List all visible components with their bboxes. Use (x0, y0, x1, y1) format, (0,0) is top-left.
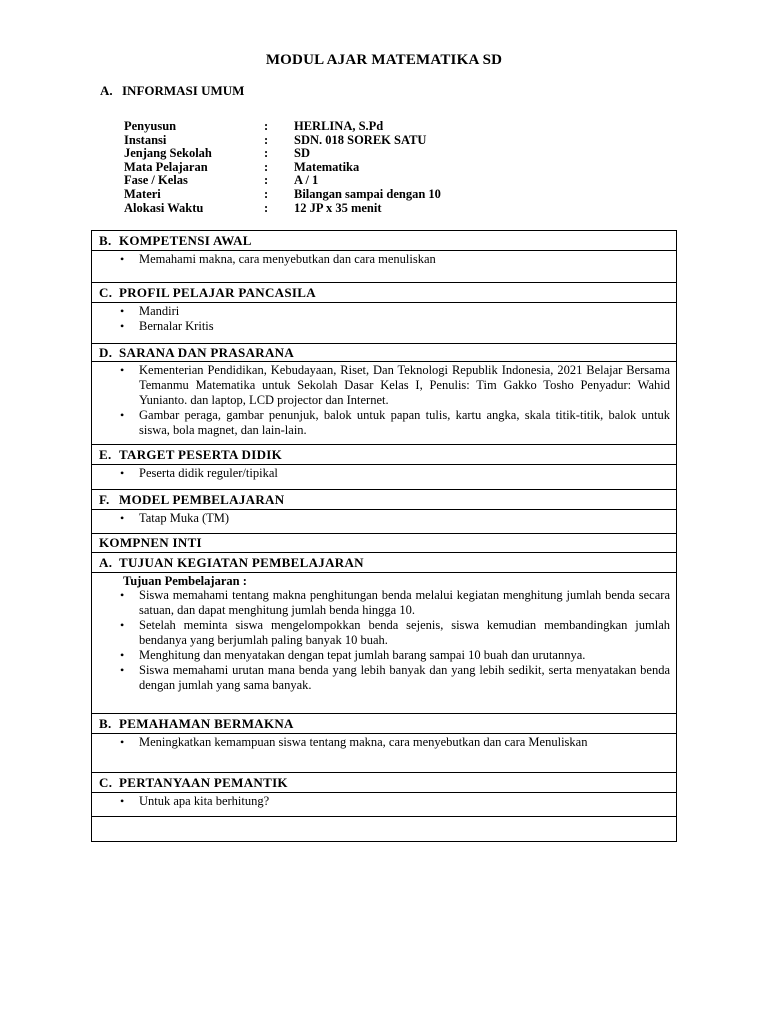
target-heading-row (92, 445, 676, 465)
list-item: • Memahami makna, cara menyebutkan dan cara menuliskan (120, 252, 670, 267)
list-item: • Mandiri (120, 304, 670, 319)
bullet-list (120, 511, 670, 526)
info-colon: : (264, 200, 269, 215)
section-heading-text: TUJUAN KEGIATAN PEMBELAJARAN (119, 554, 364, 570)
kompetensi-body-row (92, 251, 676, 283)
sarana-body-row (92, 362, 676, 445)
list-item: • Setelah meminta siswa mengelompokkan benda sejenis, siswa kemudian membandingkan jumlah bendanya yang berjumlah paling banyak 10 buah. (120, 618, 670, 648)
kompnen-inti-row (92, 534, 676, 553)
list-item: • Meningkatkan kemampuan siswa tentang makna, cara menyebutkan dan cara Menuliskan (120, 735, 670, 750)
profil-heading-row (92, 283, 676, 303)
info-row-alokasi (124, 202, 441, 216)
list-item: • Bernalar Kritis (120, 319, 670, 334)
kompetensi-heading-row (92, 231, 676, 251)
list-item: • Kementerian Pendidikan, Kebudayaan, Riset, Dan Teknologi Republik Indonesia, 2021 Belajar Bersama Temanmu Matematika untuk Sekolah Dasar Kelas I, Penulis: Tim Gakko Tosho Penyadur: Wahid Yunianto. dan laptop, LCD projector dan Internet. (120, 363, 670, 408)
section-heading-text: KOMPETENSI AWAL (119, 232, 252, 248)
section-letter: A. (100, 83, 113, 98)
info-colon: : (264, 186, 269, 201)
bullet-list (120, 794, 670, 809)
section-heading-text: TARGET PESERTA DIDIK (119, 446, 283, 462)
section-letter: B. (99, 232, 112, 248)
list-item: • Menghitung dan menyatakan dengan tepat jumlah barang sampai 10 buah dan urutannya. (120, 648, 670, 663)
info-label: Alokasi Waktu (124, 200, 204, 215)
profil-body-row (92, 303, 676, 344)
info-row-instansi (124, 134, 441, 148)
section-letter: A. (99, 554, 113, 570)
model-body-row (92, 510, 676, 534)
section-heading-text: SARANA DAN PRASARANA (119, 344, 295, 360)
section-letter: C. (99, 774, 113, 790)
document-title: MODUL AJAR MATEMATIKA SD (265, 52, 503, 68)
info-row-materi (124, 188, 441, 202)
bullet-list (120, 304, 670, 334)
bullet-list (120, 588, 670, 693)
section-heading-text: MODEL PEMBELAJARAN (119, 491, 285, 507)
bullet-list (120, 363, 670, 438)
info-label: Jenjang Sekolah (124, 146, 212, 161)
empty-row (92, 817, 676, 842)
section-letter: F. (99, 491, 110, 507)
list-item: • Siswa memahami urutan mana benda yang lebih banyak dan yang lebih sedikit, serta menyatakan benda dengan jumlah yang sama banyak. (120, 663, 670, 693)
info-value: SD (294, 146, 310, 161)
info-label: Penyusun (124, 119, 177, 133)
bullet-list (120, 735, 670, 750)
bullet-list (120, 252, 670, 267)
info-value: Matematika (294, 159, 360, 174)
info-value: Bilangan sampai dengan 10 (294, 186, 441, 201)
info-value: 12 JP x 35 menit (294, 200, 382, 215)
info-row-fase (124, 174, 441, 188)
target-body-row (92, 465, 676, 490)
list-item: • Gambar peraga, gambar penunjuk, balok untuk papan tulis, kartu angka, skala titik-titik, balok untuk siswa, bola magnet, dan lain-lain. (120, 408, 670, 438)
info-value: HERLINA, S.Pd (294, 119, 384, 133)
info-colon: : (264, 132, 269, 147)
section-letter: C. (99, 284, 113, 300)
section-heading-text: PROFIL PELAJAR PANCASILA (119, 284, 316, 300)
info-row-jenjang (124, 147, 441, 161)
info-row-mapel (124, 161, 441, 175)
info-list (124, 120, 441, 215)
info-label: Materi (124, 186, 161, 201)
section-heading-text: PEMAHAMAN BERMAKNA (119, 715, 294, 731)
section-heading-text: PERTANYAAN PEMANTIK (119, 774, 288, 790)
section-informasi-umum-heading (100, 83, 244, 99)
pertanyaan-body-row (92, 793, 676, 817)
tujuan-subheading: Tujuan Pembelajaran : (123, 574, 247, 588)
sarana-heading-row (92, 344, 676, 362)
info-label: Fase / Kelas (124, 173, 188, 188)
info-value: A / 1 (294, 173, 319, 188)
info-colon: : (264, 159, 269, 174)
list-item: • Tatap Muka (TM) (120, 511, 670, 526)
list-item: • Siswa memahami tentang makna penghitungan benda melalui kegiatan menghitung jumlah benda secara satuan, dan dapat menghitung jumlah benda hingga 10. (120, 588, 670, 618)
section-letter: E. (99, 446, 112, 462)
pemahaman-heading-row (92, 714, 676, 734)
tujuan-heading-row (92, 553, 676, 573)
pertanyaan-heading-row (92, 773, 676, 793)
section-heading-text: INFORMASI UMUM (122, 83, 245, 98)
bullet-list (120, 466, 670, 481)
info-colon: : (264, 119, 269, 133)
section-letter: D. (99, 344, 113, 360)
module-table (91, 230, 677, 842)
tujuan-body-row (92, 573, 676, 714)
list-item: • Peserta didik reguler/tipikal (120, 466, 670, 481)
info-value: SDN. 018 SOREK SATU (294, 132, 427, 147)
list-item: • Untuk apa kita berhitung? (120, 794, 670, 809)
info-label: Instansi (124, 132, 167, 147)
info-label: Mata Pelajaran (124, 159, 208, 174)
info-row-penyusun (124, 120, 441, 134)
info-colon: : (264, 146, 269, 161)
pemahaman-body-row (92, 734, 676, 773)
section-heading-text: KOMPNEN INTI (99, 535, 202, 550)
model-heading-row (92, 490, 676, 510)
info-colon: : (264, 173, 269, 188)
section-letter: B. (99, 715, 112, 731)
